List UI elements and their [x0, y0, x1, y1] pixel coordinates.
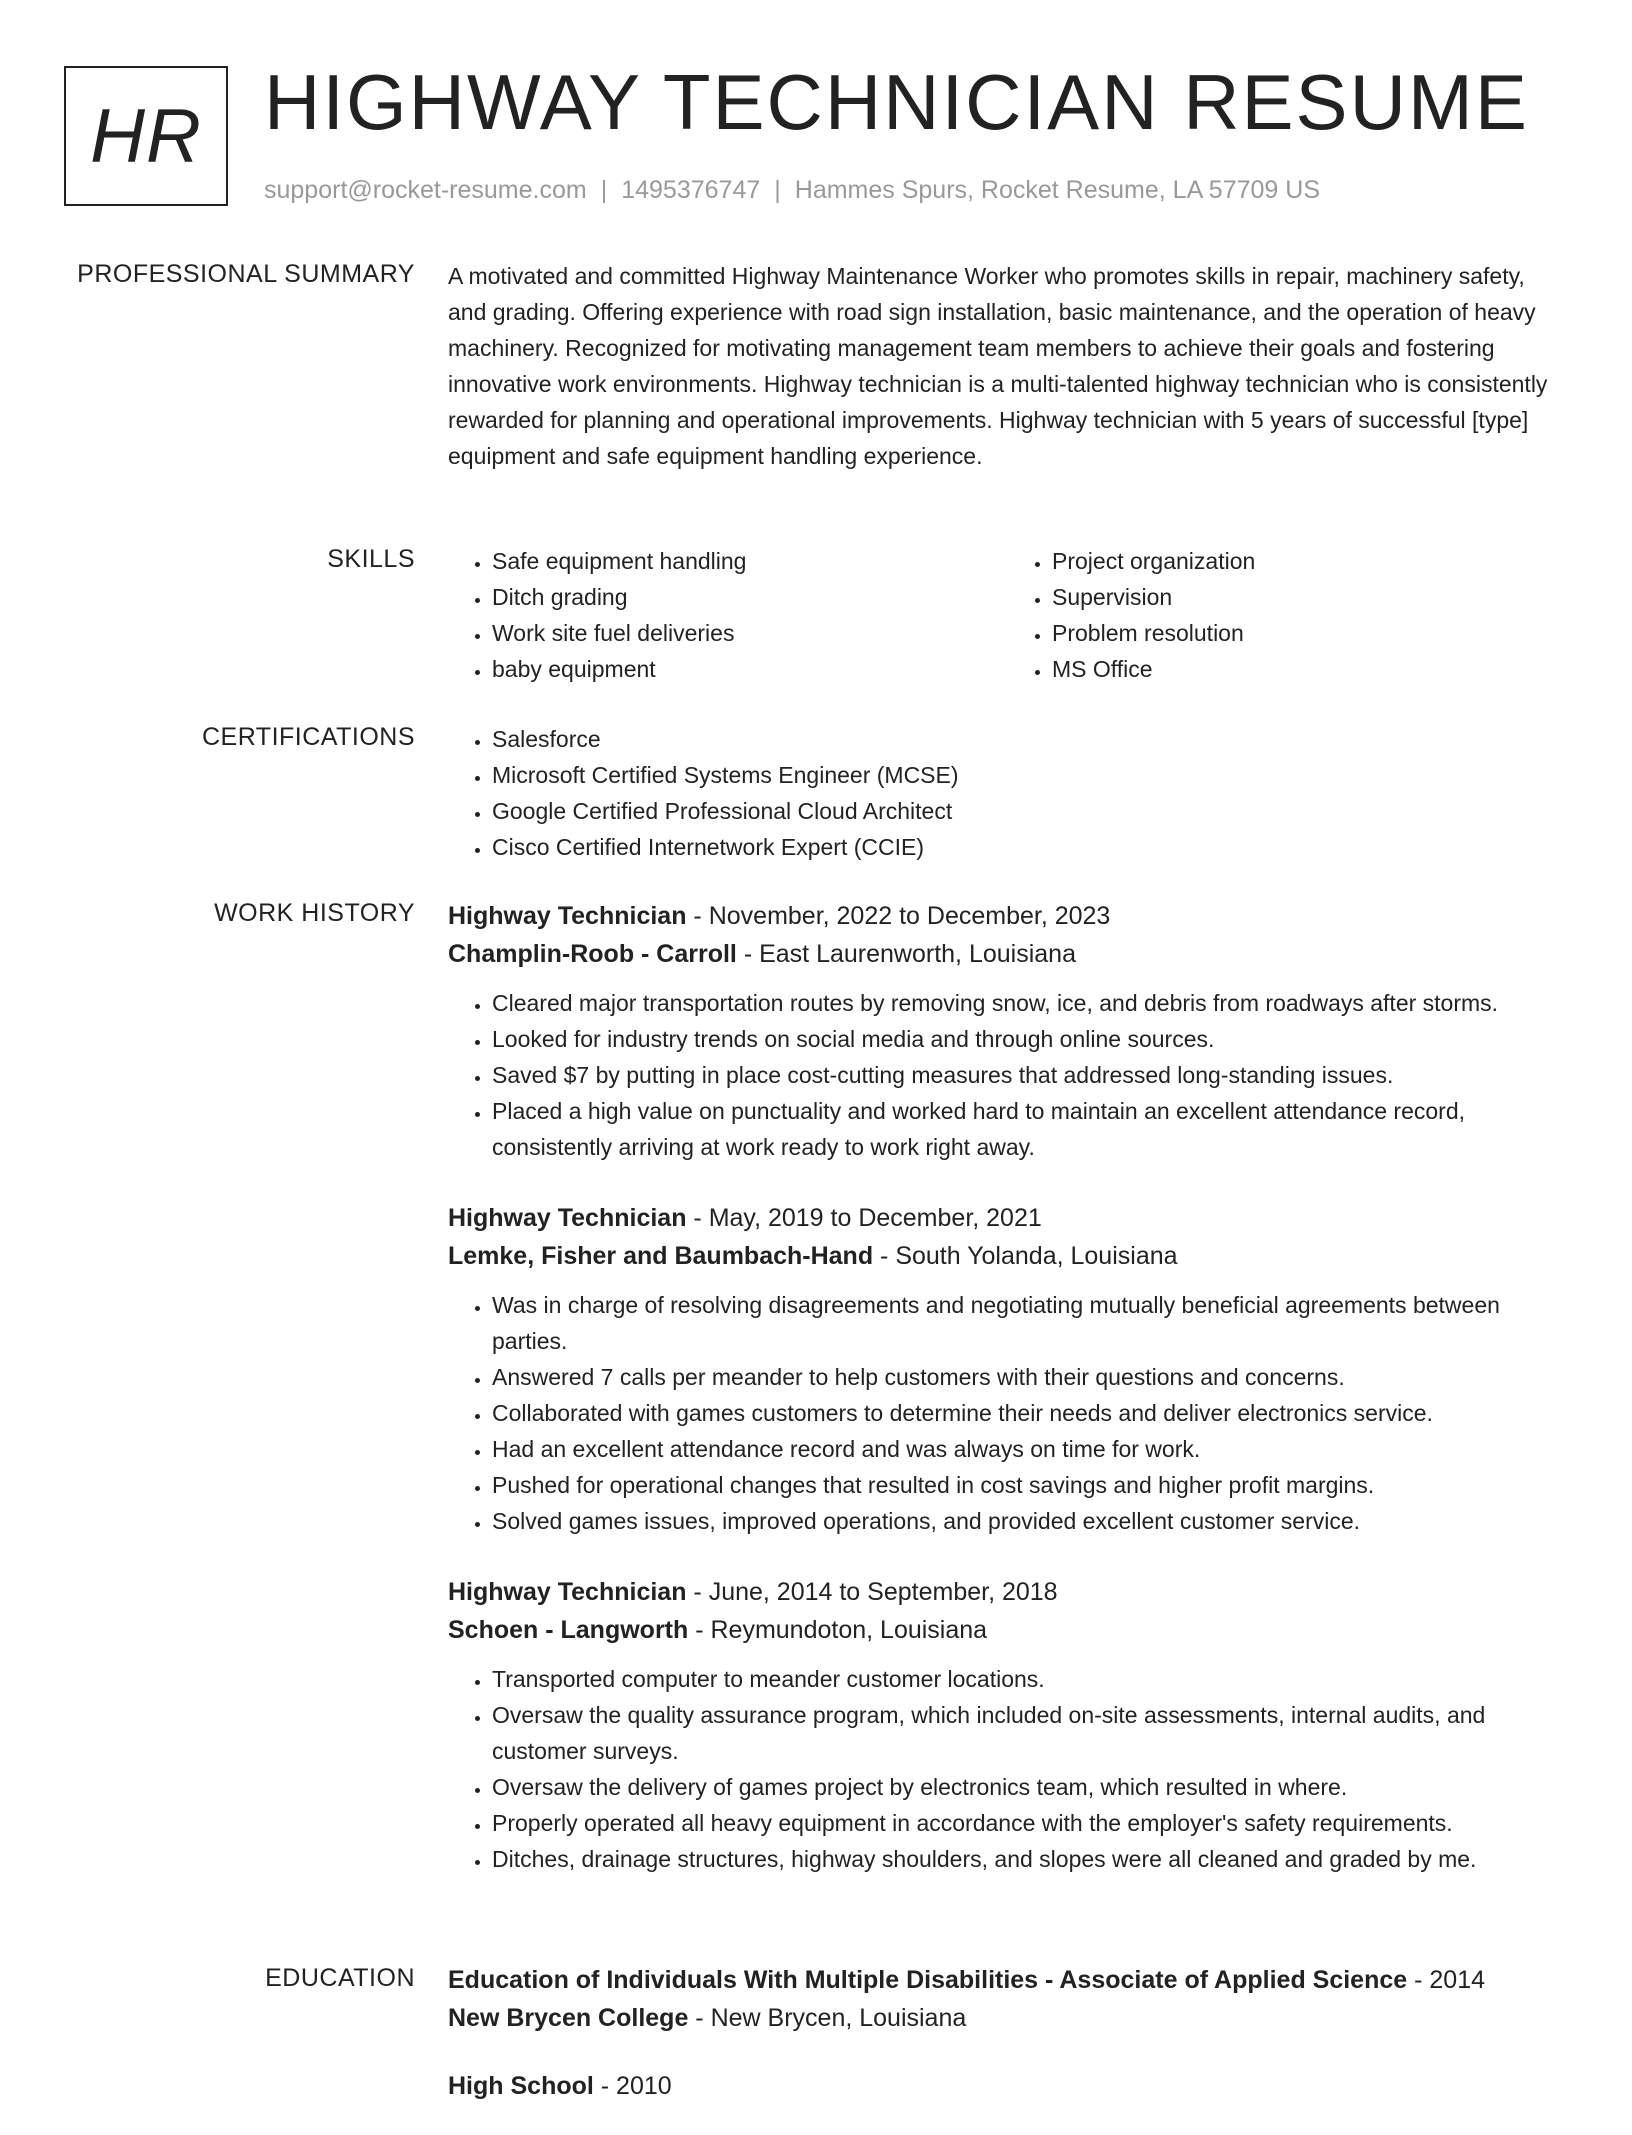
skill-item: • Work site fuel deliveries — [492, 615, 1008, 651]
job-company: Champlin-Roob - Carroll — [448, 940, 737, 968]
job-bullet: • Had an excellent attendance record and was always on time for work. — [492, 1431, 1568, 1467]
certification-item: • Google Certified Professional Cloud Architect — [492, 793, 1568, 829]
education-year: - 2014 — [1407, 1966, 1486, 1994]
job-bullet: • Pushed for operational changes that resulted in cost savings and higher profit margins. — [492, 1467, 1568, 1503]
certifications-content — [448, 721, 1568, 865]
job-title: Highway Technician — [448, 902, 687, 930]
job-title-line — [448, 1573, 1568, 1611]
contact-address: Hammes Spurs, Rocket Resume, LA 57709 US — [794, 176, 1320, 204]
job-bullets — [448, 985, 1568, 1165]
job-location: - East Laurenworth, Louisiana — [736, 940, 1076, 968]
skills-content — [448, 543, 1568, 687]
section-label-certifications: CERTIFICATIONS — [201, 723, 415, 751]
section-label-education: EDUCATION — [265, 1964, 415, 1992]
job-title-line — [448, 897, 1568, 935]
skill-item: • baby equipment — [492, 651, 1008, 687]
job-location: - Reymundoton, Louisiana — [688, 1616, 988, 1644]
certification-item: • Cisco Certified Internetwork Expert (CCIE) — [492, 829, 1568, 865]
job-bullets — [448, 1287, 1568, 1539]
summary-content — [448, 258, 1568, 474]
education-degree-line — [448, 1961, 1568, 1999]
summary-text: A motivated and committed Highway Maintenance Worker who promotes skills in repair, machinery safety, and grading. Offering experience with road sign installation, basic maintenance, and the operation of heavy machinery. Recognized for motivating management team members to achieve their goals and fostering innovative work environments. Highway technician is a multi-talented highway technician who is consistently rewarded for planning and operational improvements. Highway technician with 5 years of successful [type] equipment and safe equipment handling experience. — [448, 263, 1548, 469]
section-label-skills: SKILLS — [327, 545, 415, 573]
job-company: Lemke, Fisher and Baumbach-Hand — [448, 1242, 874, 1270]
job-bullets — [448, 1661, 1568, 1877]
contact-separator: | — [774, 176, 781, 204]
job-bullet: • Oversaw the quality assurance program, which included on-site assessments, internal audits, and customer surveys. — [492, 1697, 1568, 1769]
job-bullet: • Saved $7 by putting in place cost-cutting measures that addressed long-standing issues. — [492, 1057, 1568, 1093]
education-entry — [448, 2067, 1568, 2105]
job-bullet: • Solved games issues, improved operations, and provided excellent customer service. — [492, 1503, 1568, 1539]
job-title-line — [448, 1199, 1568, 1237]
job-bullet: • Was in charge of resolving disagreements and negotiating mutually beneficial agreements between parties. — [492, 1287, 1568, 1359]
job-company-line — [448, 935, 1568, 973]
education-degree: Education of Individuals With Multiple Disabilities - Associate of Applied Science — [448, 1966, 1408, 1994]
job-title: Highway Technician — [448, 1578, 687, 1606]
job-company-line — [448, 1237, 1568, 1275]
job-company: Schoen - Langworth — [448, 1616, 689, 1644]
education-school-line — [448, 1999, 1568, 2037]
education-degree-line — [448, 2067, 1568, 2105]
education-location: - New Brycen, Louisiana — [688, 2004, 967, 2032]
education-content — [448, 1961, 1568, 2135]
job-bullet: • Ditches, drainage structures, highway shoulders, and slopes were all cleaned and graded by me. — [492, 1841, 1568, 1877]
certifications-list — [448, 721, 1568, 865]
education-year: - 2010 — [593, 2072, 672, 2100]
job-bullet: • Collaborated with games customers to determine their needs and deliver electronics service. — [492, 1395, 1568, 1431]
skills-list-right — [1008, 543, 1568, 687]
resume-title: HIGHWAY TECHNICIAN RESUME — [264, 58, 1529, 146]
education-entry — [448, 1961, 1568, 2037]
section-label-work: WORK HISTORY — [214, 899, 415, 927]
job-dates: - May, 2019 to December, 2021 — [686, 1204, 1042, 1232]
job-bullet: • Placed a high value on punctuality and worked hard to maintain an excellent attendance record, consistently arriving at work ready to work right away. — [492, 1093, 1568, 1165]
skill-item: • MS Office — [1052, 651, 1568, 687]
work-history-content — [448, 897, 1568, 1911]
job-dates: - June, 2014 to September, 2018 — [686, 1578, 1058, 1606]
job-bullet: • Looked for industry trends on social media and through online sources. — [492, 1021, 1568, 1057]
skill-item: • Safe equipment handling — [492, 543, 1008, 579]
certification-item: • Salesforce — [492, 721, 1568, 757]
skill-item: • Problem resolution — [1052, 615, 1568, 651]
job-dates: - November, 2022 to December, 2023 — [686, 902, 1111, 930]
job-bullet: • Properly operated all heavy equipment in accordance with the employer's safety requirements. — [492, 1805, 1568, 1841]
contact-line — [264, 176, 1320, 205]
job-location: - South Yolanda, Louisiana — [873, 1242, 1178, 1270]
job-company-line — [448, 1611, 1568, 1649]
skill-item: • Project organization — [1052, 543, 1568, 579]
skill-item: • Ditch grading — [492, 579, 1008, 615]
certification-item: • Microsoft Certified Systems Engineer (MCSE) — [492, 757, 1568, 793]
skill-item: • Supervision — [1052, 579, 1568, 615]
job-bullet: • Oversaw the delivery of games project by electronics team, which resulted in where. — [492, 1769, 1568, 1805]
contact-phone[interactable]: 1495376747 — [621, 176, 761, 204]
job-bullet: • Transported computer to meander customer locations. — [492, 1661, 1568, 1697]
job-bullet: • Answered 7 calls per meander to help customers with their questions and concerns. — [492, 1359, 1568, 1395]
job-entry — [448, 897, 1568, 1165]
education-school: New Brycen College — [448, 2004, 689, 2032]
education-degree: High School — [448, 2072, 594, 2100]
contact-separator: | — [600, 176, 608, 204]
job-bullet: • Cleared major transportation routes by removing snow, ice, and debris from roadways after storms. — [492, 985, 1568, 1021]
contact-email[interactable]: support@rocket-resume.com — [264, 176, 587, 204]
monogram-logo: HR — [64, 66, 228, 206]
job-entry — [448, 1573, 1568, 1877]
section-label-summary: PROFESSIONAL SUMMARY — [77, 260, 415, 288]
job-title: Highway Technician — [448, 1204, 687, 1232]
skills-list-left — [448, 543, 1008, 687]
job-entry — [448, 1199, 1568, 1539]
